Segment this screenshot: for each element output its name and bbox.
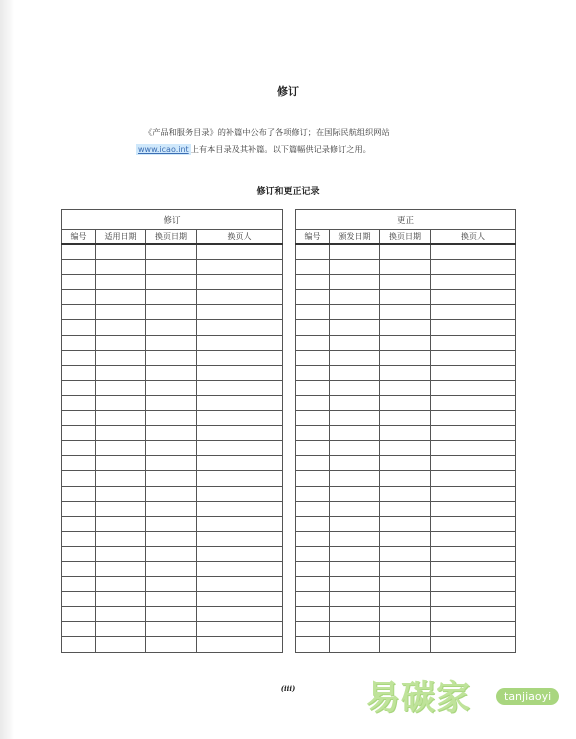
table-cell	[197, 592, 283, 607]
table-cell	[431, 290, 516, 305]
table-cell	[296, 305, 330, 320]
table-cell	[96, 244, 146, 260]
amendment-row	[62, 350, 283, 365]
corrigendum-row	[296, 350, 516, 365]
table-cell	[62, 365, 96, 380]
page-number: (iii)	[280, 684, 296, 693]
table-cell	[431, 486, 516, 501]
table-cell	[146, 426, 197, 441]
table-cell	[146, 546, 197, 561]
table-cell	[296, 275, 330, 290]
table-cell	[380, 275, 431, 290]
table-cell	[431, 531, 516, 546]
table-cell	[62, 380, 96, 395]
table-cell	[330, 471, 380, 486]
table-cell	[96, 546, 146, 561]
table-cell	[431, 546, 516, 561]
table-cell	[62, 275, 96, 290]
table-cell	[330, 546, 380, 561]
table-cell	[62, 441, 96, 456]
table-cell	[431, 411, 516, 426]
table-cell	[96, 501, 146, 516]
table-cell	[296, 380, 330, 395]
table-cell	[296, 561, 330, 576]
table-cell	[197, 501, 283, 516]
table-cell	[380, 411, 431, 426]
amendment-row	[62, 380, 283, 395]
table-cell	[96, 350, 146, 365]
table-cell	[197, 622, 283, 637]
table-cell	[296, 637, 330, 652]
table-cell	[197, 290, 283, 305]
table-cell	[330, 622, 380, 637]
table-cell	[197, 561, 283, 576]
corrigendum-row	[296, 305, 516, 320]
table-cell	[380, 305, 431, 320]
table-cell	[431, 561, 516, 576]
table-cell	[330, 441, 380, 456]
table-cell	[380, 380, 431, 395]
table-cell	[431, 456, 516, 471]
table-cell	[330, 380, 380, 395]
table-cell	[146, 290, 197, 305]
table-cell	[62, 305, 96, 320]
corrigendum-row	[296, 546, 516, 561]
table-cell	[62, 501, 96, 516]
table-cell	[330, 275, 380, 290]
table-cell	[431, 622, 516, 637]
table-cell	[296, 622, 330, 637]
table-cell	[96, 516, 146, 531]
amendment-row	[62, 531, 283, 546]
table-cell	[146, 516, 197, 531]
table-cell	[197, 260, 283, 275]
table-cell	[380, 577, 431, 592]
table-cell	[380, 637, 431, 652]
amendment-row	[62, 577, 283, 592]
table-cell	[197, 275, 283, 290]
table-cell	[380, 441, 431, 456]
table-cell	[296, 395, 330, 410]
intro-line-2	[136, 141, 486, 158]
table-cell	[296, 531, 330, 546]
table-cell	[146, 320, 197, 335]
table-cell	[197, 441, 283, 456]
table-cell	[296, 335, 330, 350]
corrigendum-row	[296, 320, 516, 335]
table-cell	[431, 441, 516, 456]
table-cell	[296, 441, 330, 456]
amendment-row	[62, 305, 283, 320]
table-cell	[62, 456, 96, 471]
table-cell	[62, 516, 96, 531]
table-cell	[146, 456, 197, 471]
table-cell	[380, 244, 431, 260]
table-cell	[96, 290, 146, 305]
table-cell	[431, 350, 516, 365]
table-cell	[146, 244, 197, 260]
amendment-row	[62, 441, 283, 456]
table-cell	[197, 637, 283, 652]
table-cell	[62, 260, 96, 275]
amendment-row	[62, 501, 283, 516]
table-cell	[380, 501, 431, 516]
table-cell	[62, 290, 96, 305]
table-cell	[62, 531, 96, 546]
table-cell	[146, 411, 197, 426]
table-cell	[296, 607, 330, 622]
table-cell	[431, 637, 516, 652]
table-cell	[330, 607, 380, 622]
table-cell	[431, 607, 516, 622]
table-cell	[62, 607, 96, 622]
table-cell	[380, 607, 431, 622]
table-cell	[62, 622, 96, 637]
table-cell	[197, 244, 283, 260]
table-cell	[431, 320, 516, 335]
corrigendum-row	[296, 561, 516, 576]
table-cell	[431, 305, 516, 320]
table-cell	[146, 607, 197, 622]
table-cell	[146, 260, 197, 275]
table-cell	[62, 411, 96, 426]
table-cell	[296, 577, 330, 592]
table-cell	[431, 335, 516, 350]
amendment-row	[62, 395, 283, 410]
table-cell	[330, 320, 380, 335]
amendments-table-body	[62, 244, 283, 652]
corrigendum-row	[296, 622, 516, 637]
corrigendum-row	[296, 290, 516, 305]
table-cell	[197, 365, 283, 380]
corrigendum-row	[296, 244, 516, 260]
corrigendum-row	[296, 592, 516, 607]
table-cell	[296, 290, 330, 305]
table-cell	[96, 426, 146, 441]
table-cell	[330, 244, 380, 260]
amendment-row	[62, 426, 283, 441]
table-cell	[380, 320, 431, 335]
table-cell	[146, 577, 197, 592]
amendment-row	[62, 607, 283, 622]
corrigendum-row	[296, 531, 516, 546]
corrigendum-row	[296, 441, 516, 456]
table-cell	[296, 546, 330, 561]
table-cell	[330, 411, 380, 426]
table-cell	[330, 561, 380, 576]
table-cell	[146, 441, 197, 456]
table-cell	[380, 471, 431, 486]
amendment-row	[62, 275, 283, 290]
amendment-row	[62, 546, 283, 561]
table-cell	[96, 411, 146, 426]
intro-line-1: 《产品和服务目录》的补篇中公布了各项修订；在国际民航组织网站	[144, 127, 390, 137]
amendment-row	[62, 456, 283, 471]
amendment-row	[62, 561, 283, 576]
corrigenda-table	[295, 209, 516, 653]
table-cell	[431, 365, 516, 380]
table-cell	[431, 426, 516, 441]
records-subtitle: 修订和更正记录	[256, 187, 320, 197]
table-cell	[197, 471, 283, 486]
amendment-row	[62, 411, 283, 426]
table-cell	[96, 471, 146, 486]
corrigendum-row	[296, 411, 516, 426]
table-cell	[380, 350, 431, 365]
table-cell	[380, 395, 431, 410]
table-cell	[62, 486, 96, 501]
table-cell	[380, 516, 431, 531]
corrigendum-row	[296, 456, 516, 471]
table-cell	[380, 365, 431, 380]
corrigendum-row	[296, 637, 516, 652]
table-cell	[431, 592, 516, 607]
amendments-table	[61, 209, 283, 653]
table-cell	[62, 320, 96, 335]
column-header-number: 编号	[296, 230, 330, 245]
corrigenda-group-header: 更正	[296, 210, 516, 230]
table-cell	[330, 531, 380, 546]
amendment-row	[62, 486, 283, 501]
table-cell	[330, 516, 380, 531]
table-cell	[296, 486, 330, 501]
table-cell	[146, 637, 197, 652]
corrigenda-table-body	[296, 244, 516, 652]
column-header-number: 编号	[62, 230, 96, 245]
table-cell	[96, 456, 146, 471]
amendment-row	[62, 637, 283, 652]
table-cell	[96, 395, 146, 410]
table-cell	[380, 456, 431, 471]
table-cell	[431, 260, 516, 275]
table-cell	[62, 546, 96, 561]
table-cell	[197, 546, 283, 561]
table-cell	[146, 592, 197, 607]
table-cell	[197, 395, 283, 410]
table-cell	[197, 456, 283, 471]
table-cell	[330, 501, 380, 516]
table-cell	[330, 305, 380, 320]
table-cell	[96, 260, 146, 275]
table-cell	[330, 592, 380, 607]
table-cell	[197, 380, 283, 395]
table-cell	[146, 275, 197, 290]
page-title: 修订	[277, 85, 299, 98]
table-cell	[431, 501, 516, 516]
table-cell	[431, 244, 516, 260]
table-cell	[146, 471, 197, 486]
corrigendum-row	[296, 516, 516, 531]
table-cell	[380, 592, 431, 607]
corrigendum-row	[296, 486, 516, 501]
amendment-row	[62, 471, 283, 486]
amendment-row	[62, 365, 283, 380]
amendment-row	[62, 516, 283, 531]
table-cell	[96, 305, 146, 320]
amendment-row	[62, 335, 283, 350]
watermark-brand-text: 易碳家	[366, 678, 471, 718]
table-cell	[96, 486, 146, 501]
table-cell	[96, 335, 146, 350]
table-cell	[380, 486, 431, 501]
table-cell	[146, 365, 197, 380]
corrigendum-row	[296, 395, 516, 410]
table-cell	[96, 622, 146, 637]
table-cell	[96, 275, 146, 290]
table-cell	[380, 426, 431, 441]
table-cell	[146, 305, 197, 320]
table-cell	[296, 516, 330, 531]
column-header-replacement-date: 换页日期	[380, 230, 431, 245]
table-cell	[96, 637, 146, 652]
page-edge-shadow	[0, 0, 14, 739]
table-cell	[62, 395, 96, 410]
corrigendum-row	[296, 275, 516, 290]
table-cell	[330, 335, 380, 350]
table-cell	[62, 637, 96, 652]
table-cell	[62, 335, 96, 350]
table-cell	[296, 501, 330, 516]
intro-paragraph	[136, 124, 486, 158]
table-cell	[380, 260, 431, 275]
table-cell	[197, 320, 283, 335]
intro-line-2-text: 上有本目录及其补篇。以下篇幅供记录修订之用。	[190, 144, 371, 154]
table-cell	[146, 350, 197, 365]
table-cell	[330, 350, 380, 365]
amendments-group-header: 修订	[62, 210, 283, 230]
table-cell	[296, 320, 330, 335]
corrigendum-row	[296, 335, 516, 350]
table-cell	[431, 275, 516, 290]
table-cell	[296, 471, 330, 486]
table-cell	[146, 335, 197, 350]
table-cell	[330, 426, 380, 441]
table-cell	[197, 335, 283, 350]
table-cell	[431, 395, 516, 410]
table-cell	[296, 426, 330, 441]
table-cell	[197, 305, 283, 320]
table-cell	[96, 607, 146, 622]
column-header-replaced-by: 换页人	[431, 230, 516, 245]
table-cell	[330, 456, 380, 471]
table-cell	[197, 531, 283, 546]
table-cell	[431, 471, 516, 486]
column-header-replaced-by: 换页人	[197, 230, 283, 245]
table-cell	[96, 531, 146, 546]
amendment-row	[62, 592, 283, 607]
table-cell	[330, 365, 380, 380]
table-cell	[62, 561, 96, 576]
table-cell	[96, 380, 146, 395]
table-cell	[197, 426, 283, 441]
table-cell	[62, 244, 96, 260]
table-cell	[96, 577, 146, 592]
table-cell	[431, 516, 516, 531]
table-cell	[197, 411, 283, 426]
table-cell	[146, 531, 197, 546]
corrigendum-row	[296, 501, 516, 516]
table-cell	[96, 561, 146, 576]
table-cell	[330, 290, 380, 305]
table-cell	[96, 441, 146, 456]
corrigendum-row	[296, 471, 516, 486]
corrigendum-row	[296, 365, 516, 380]
table-cell	[197, 607, 283, 622]
table-cell	[96, 592, 146, 607]
watermark-domain-badge: tanjiaoyi	[496, 688, 559, 705]
table-cell	[296, 244, 330, 260]
table-cell	[146, 486, 197, 501]
table-cell	[431, 577, 516, 592]
corrigendum-row	[296, 426, 516, 441]
table-cell	[62, 592, 96, 607]
table-cell	[380, 561, 431, 576]
table-cell	[296, 260, 330, 275]
amendment-row	[62, 290, 283, 305]
table-cell	[380, 531, 431, 546]
table-cell	[146, 561, 197, 576]
amendment-row	[62, 260, 283, 275]
table-cell	[380, 622, 431, 637]
table-cell	[296, 365, 330, 380]
table-cell	[380, 546, 431, 561]
corrigendum-row	[296, 380, 516, 395]
table-cell	[296, 411, 330, 426]
table-cell	[380, 290, 431, 305]
table-cell	[330, 637, 380, 652]
table-cell	[96, 320, 146, 335]
amendment-row	[62, 622, 283, 637]
table-cell	[197, 350, 283, 365]
column-header-replacement-date: 换页日期	[146, 230, 197, 245]
column-header-issue-date: 颁发日期	[330, 230, 380, 245]
table-cell	[330, 577, 380, 592]
table-cell	[330, 395, 380, 410]
table-cell	[330, 486, 380, 501]
watermark-logo	[362, 668, 572, 734]
table-cell	[146, 395, 197, 410]
table-cell	[62, 426, 96, 441]
table-cell	[146, 622, 197, 637]
amendment-row	[62, 320, 283, 335]
table-cell	[197, 516, 283, 531]
table-cell	[296, 592, 330, 607]
table-cell	[96, 365, 146, 380]
corrigendum-row	[296, 260, 516, 275]
table-cell	[330, 260, 380, 275]
table-cell	[62, 350, 96, 365]
icao-website-link[interactable]: www.icao.int	[138, 145, 189, 154]
table-cell	[62, 577, 96, 592]
corrigendum-row	[296, 577, 516, 592]
table-cell	[380, 335, 431, 350]
table-cell	[62, 471, 96, 486]
amendment-row	[62, 244, 283, 260]
table-cell	[197, 577, 283, 592]
table-cell	[146, 501, 197, 516]
table-cell	[146, 380, 197, 395]
table-cell	[197, 486, 283, 501]
table-cell	[296, 456, 330, 471]
column-header-applicable-date: 适用日期	[96, 230, 146, 245]
table-cell	[296, 350, 330, 365]
table-cell	[431, 380, 516, 395]
corrigendum-row	[296, 607, 516, 622]
